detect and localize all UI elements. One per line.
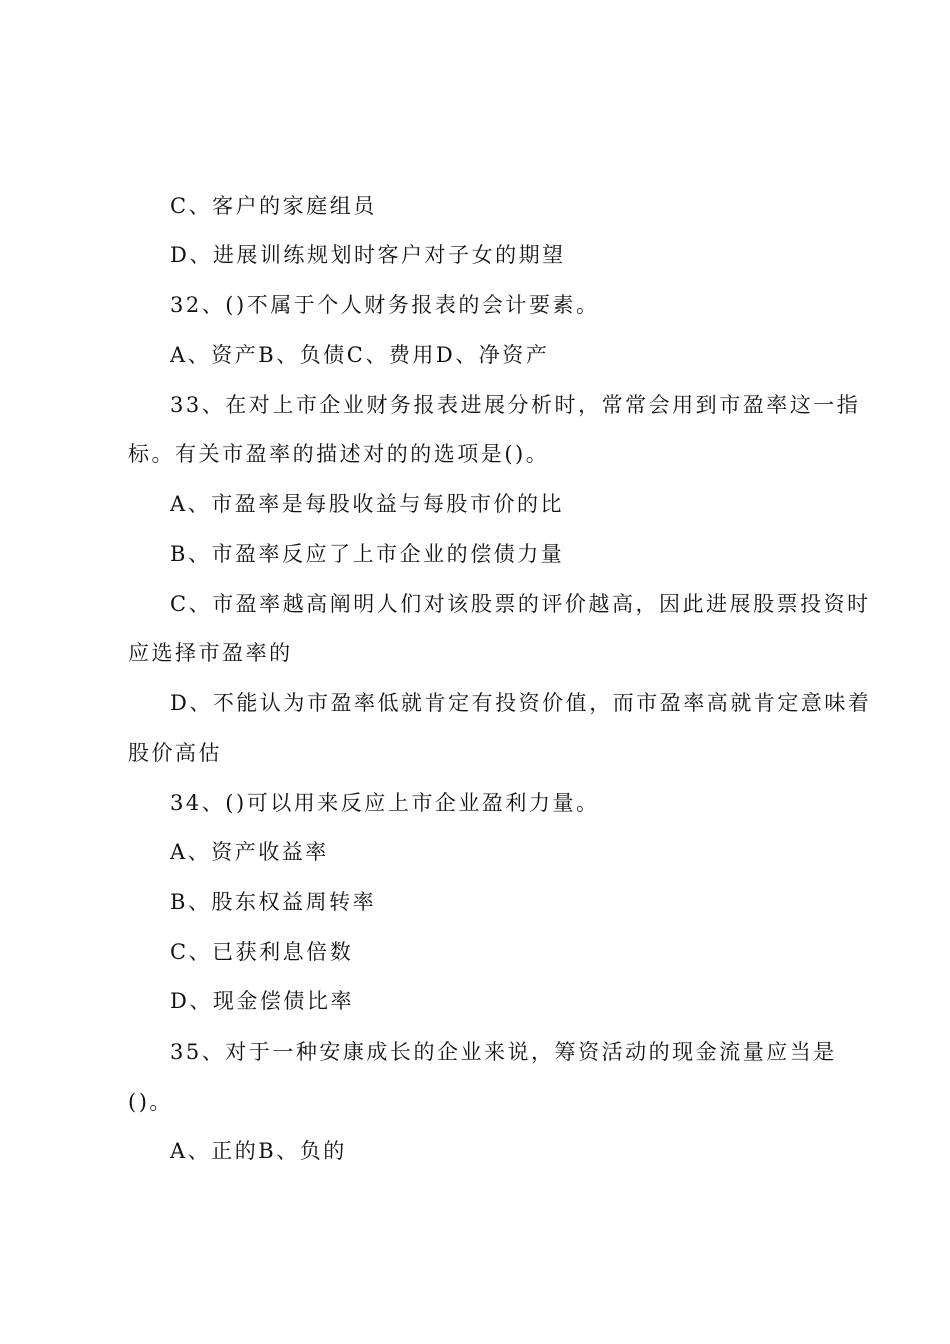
question-33-line2: 标。有关市盈率的描述对的的选项是()。 (128, 442, 550, 466)
options-q35: A、正的B、负的 (170, 1139, 347, 1163)
option-c-q31: C、客户的家庭组员 (170, 194, 377, 218)
option-b-q33: B、市盈率反应了上市企业的偿债力量 (170, 542, 565, 566)
option-c-q33-line2: 应选择市盈率的 (128, 641, 293, 665)
option-d-q31: D、进展训练规划时客户对子女的期望 (170, 243, 566, 267)
option-c-q34: C、已获利息倍数 (170, 940, 354, 964)
options-q32: A、资产B、负债C、费用D、净资产 (170, 343, 550, 367)
question-32: 32、()不属于个人财务报表的会计要素。 (170, 293, 600, 317)
option-d-q34: D、现金偿债比率 (170, 989, 354, 1013)
question-35-line2: ()。 (128, 1090, 173, 1114)
option-a-q33: A、市盈率是每股收益与每股市价的比 (170, 492, 565, 516)
option-a-q34: A、资产收益率 (170, 840, 329, 864)
option-b-q34: B、股东权益周转率 (170, 890, 377, 914)
question-33-line1: 33、在对上市企业财务报表进展分析时，常常会用到市盈率这一指 (170, 393, 861, 417)
option-d-q33-line1: D、不能认为市盈率低就肯定有投资价值，而市盈率高就肯定意味着 (170, 691, 872, 715)
option-d-q33-line2: 股价高估 (128, 741, 223, 765)
question-34: 34、()可以用来反应上市企业盈利力量。 (170, 791, 600, 815)
question-35-line1: 35、对于一种安康成长的企业来说，筹资活动的现金流量应当是 (170, 1040, 837, 1064)
option-c-q33-line1: C、市盈率越高阐明人们对该股票的评价越高，因此进展股票投资时 (170, 592, 871, 616)
